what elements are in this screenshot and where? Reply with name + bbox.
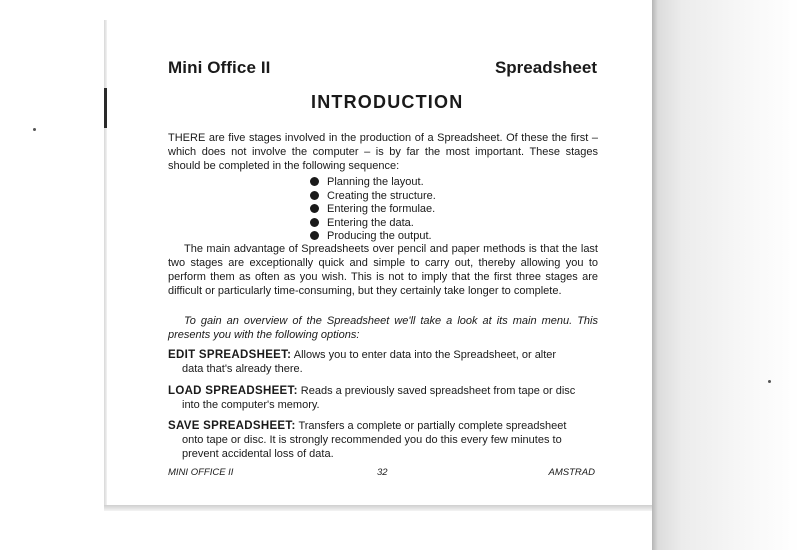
option-term: EDIT SPREADSHEET:	[168, 349, 292, 361]
option-edit-spreadsheet	[168, 348, 598, 376]
stage-item: Entering the formulae.	[310, 203, 436, 217]
stage-item: Entering the data.	[310, 217, 436, 231]
option-term: LOAD SPREADSHEET:	[168, 385, 298, 397]
option-description: Allows you to enter data into the Spreadsheet, or alter	[293, 349, 557, 361]
option-description: Transfers a complete or partially complete spreadsheet	[298, 420, 567, 432]
header-product: Mini Office II	[168, 58, 271, 77]
bullet-icon	[310, 177, 319, 186]
overview-paragraph: To gain an overview of the Spreadsheet we'll take a look at its main menu. This presents you with the following options:	[168, 315, 598, 341]
header-section: Spreadsheet	[494, 58, 597, 77]
stages-list	[310, 176, 436, 244]
option-description-cont: data that's already there.	[182, 363, 303, 375]
option-description-cont: onto tape or disc. It is strongly recommended you do this every few minutes to prevent accidental loss of data.	[182, 434, 562, 460]
bullet-icon	[310, 204, 319, 213]
intro-paragraph: THERE are five stages involved in the production of a Spreadsheet. Of these the first – which does not involve the computer – is by far the most important. These stages should be completed in the following sequence:	[168, 132, 598, 172]
footer-left: MINI OFFICE II	[168, 467, 234, 478]
footer-right: AMSTRAD	[548, 467, 595, 478]
bullet-icon	[310, 191, 319, 200]
option-term: SAVE SPREADSHEET:	[168, 420, 296, 432]
option-description: Reads a previously saved spreadsheet from tape or disc	[300, 385, 576, 397]
bullet-icon	[310, 231, 319, 240]
page-title: INTRODUCTION	[311, 92, 464, 112]
stage-item: Producing the output.	[310, 230, 436, 244]
option-load-spreadsheet	[168, 384, 598, 412]
option-save-spreadsheet	[168, 419, 598, 461]
option-description-cont: into the computer's memory.	[182, 399, 320, 411]
bullet-icon	[310, 218, 319, 227]
advantage-paragraph: The main advantage of Spreadsheets over pencil and paper methods is that the last two stages are exceptionally quick and simple to carry out, thereby allowing you to perform them as often as you wish. This is not to imply that the first three stages are difficult or particularly time-consuming, but they certainly take longer to complete.	[168, 243, 598, 297]
stage-item: Planning the layout.	[310, 176, 436, 190]
page-number: 32	[377, 467, 388, 478]
stage-item: Creating the structure.	[310, 190, 436, 204]
